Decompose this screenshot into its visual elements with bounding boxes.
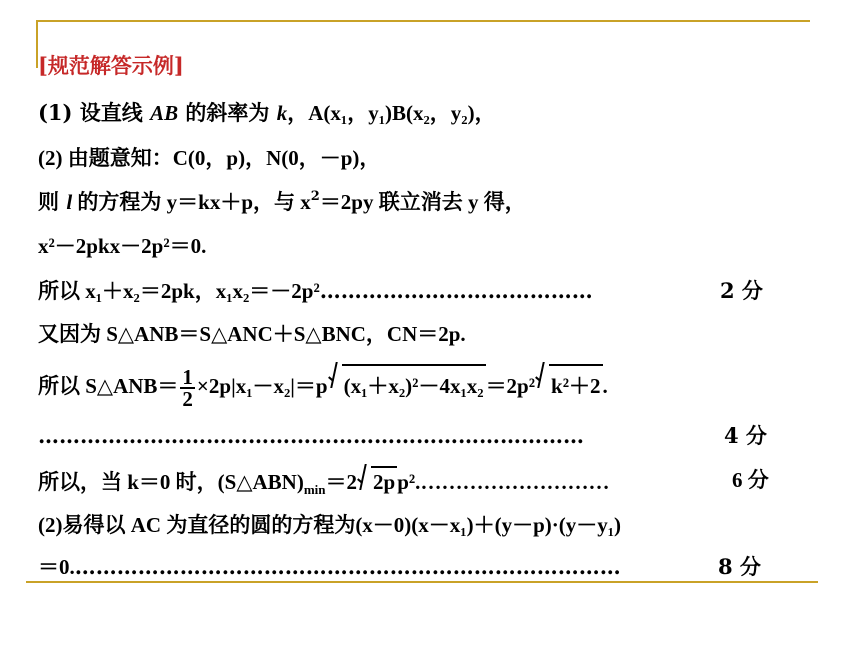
line-3-a: 则 xyxy=(38,189,67,214)
line-5-text: 所以 x₁＋x₂＝2pk，x₁x₂＝－2p² xyxy=(38,279,320,303)
sqrt-1 xyxy=(328,364,486,406)
line-1-mid: 的斜率为 xyxy=(178,100,277,125)
top-rule xyxy=(38,20,810,22)
line-7-d: . xyxy=(602,374,608,398)
points-ab: ，A(x₁，y₁)B(x₂，y₂)， xyxy=(287,101,496,125)
line-ab: AB xyxy=(150,101,179,125)
line-7 xyxy=(38,364,608,412)
line-11 xyxy=(38,553,761,581)
line-10: (2)易得以 AC 为直径的圆的方程为(x－0)(x－x₁)＋(y－p)·(y－y₁) xyxy=(38,513,622,537)
line-3-sup: 2 xyxy=(310,189,320,204)
fraction-half xyxy=(180,365,195,412)
sqrt-3-radicand: 2p xyxy=(371,466,397,496)
line-5 xyxy=(38,277,763,305)
line-9-a: 所以，当 k＝0 时，(S△ABN) xyxy=(38,470,304,494)
line-l: l xyxy=(66,190,73,214)
line-7-a: 所以 S△ANB＝ xyxy=(38,374,179,398)
heading: [规范解答示例] xyxy=(38,53,184,78)
line-7-c: ＝2p² xyxy=(485,374,536,398)
line-8-dots: …………………………………………………………………… xyxy=(38,423,584,448)
min-subscript: min xyxy=(303,482,326,497)
line-8 xyxy=(38,422,767,450)
slope-k: k xyxy=(276,101,288,125)
fraction-denominator: 2 xyxy=(182,387,193,412)
fraction-numerator: 1 xyxy=(182,365,193,390)
line-1-label: (1) 设直线 xyxy=(38,100,151,125)
line-3-b: 的方程为 y＝kx＋p，与 x xyxy=(72,190,311,214)
line-9-dots: ……………………… xyxy=(420,470,610,494)
line-3 xyxy=(38,188,526,216)
line-4: x²－2pkx－2p²＝0. xyxy=(38,234,207,258)
line-9-b: ＝2 xyxy=(325,470,358,494)
line-3-c: ＝2py 联立消去 y 得， xyxy=(319,190,526,214)
line-11-dots: …………………………………………………………………… xyxy=(74,554,621,579)
line-11-text: ＝0. xyxy=(38,555,75,579)
sqrt-2 xyxy=(535,364,602,406)
line-1 xyxy=(38,99,496,127)
sqrt-1-radicand: (x₁＋x₂)²－4x₁x₂ xyxy=(342,364,486,406)
line-5-dots: ………………………………… xyxy=(319,278,593,303)
line-9 xyxy=(38,466,769,497)
bottom-rule xyxy=(26,581,818,583)
sqrt-2-radicand: k²＋2 xyxy=(549,364,602,406)
line-7-b: ×2p|x₁－x₂|＝p xyxy=(196,374,328,398)
line-2: (2) 由题意知：C(0，p)，N(0，－p)， xyxy=(38,146,381,170)
score-4: 4 分 xyxy=(724,423,767,448)
sqrt-3 xyxy=(357,466,397,496)
score-2: 2 分 xyxy=(720,278,763,303)
score-8: 8 分 xyxy=(718,554,761,579)
line-9-c: p². xyxy=(397,470,421,494)
line-6: 又因为 S△ANB＝S△ANC＋S△BNC，CN＝2p. xyxy=(38,322,466,346)
score-6: 6 分 xyxy=(732,468,769,492)
